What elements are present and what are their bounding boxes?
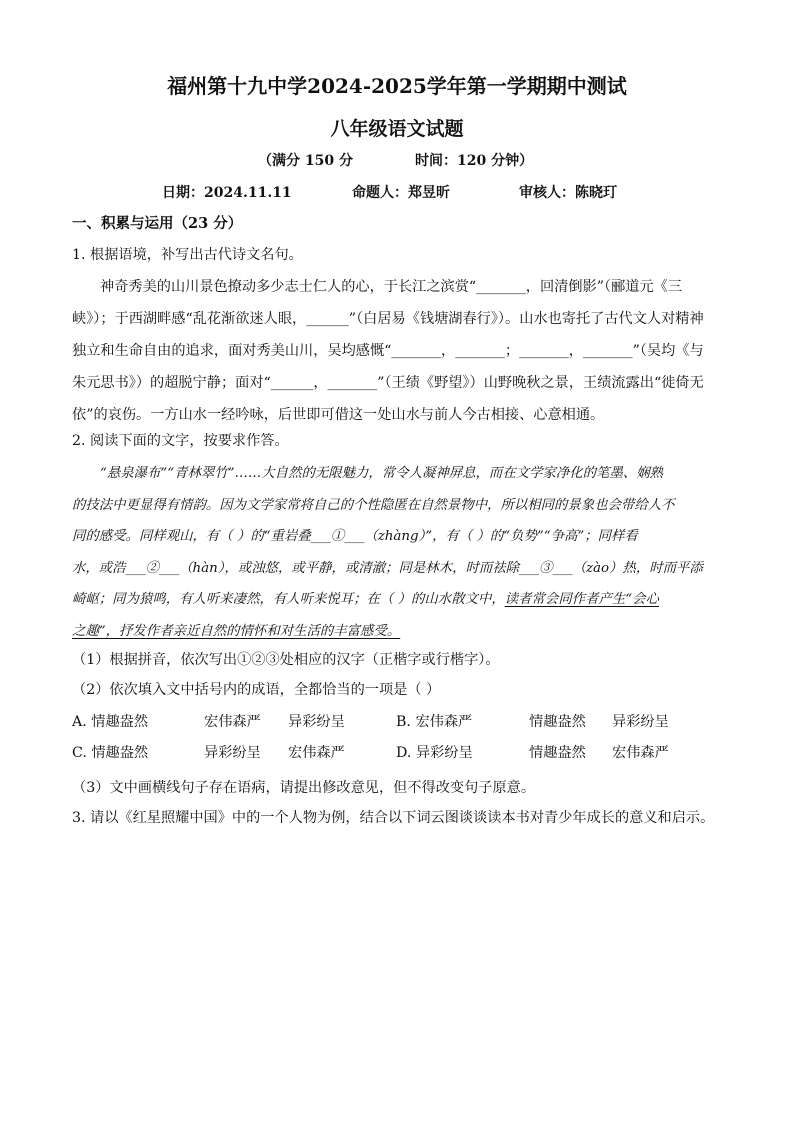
passage-line (72, 584, 722, 616)
option-c-3: 宏伟森严 (288, 745, 345, 761)
option-b-1: B. 宏伟森严 (396, 714, 473, 730)
passage-line: 同的感受。同样观山，有（ ）的“重岩叠___①___（zhàng）”，有（ ）的“负势”“争高”；同样看 (72, 529, 638, 544)
option-b-2: 情趣盎然 (529, 714, 586, 730)
option-c-1: C. 情趣盎然 (72, 745, 149, 761)
option-d-1: D. 异彩纷呈 (396, 745, 473, 761)
option-a-3: 异彩纷呈 (288, 714, 345, 730)
passage-line: 水，或浩___②___（hàn），或浊悠，或平静，或清澈；同是林木，时而祛除___③___（zào）热，时而平添 (72, 560, 703, 576)
passage-line: 朱元思书》）的超脱宁静；面对“______，_______”（王绩《野望》）山野晚秋之景，王绩流露出“徙倚无 (72, 375, 704, 391)
section-heading: 一、积累与运用（23 分） (72, 215, 243, 232)
passage-line (72, 616, 722, 648)
passage-line: 依”的哀伤。一方山水一经吟咏，后世即可借这一处山水与前人今古相接、心意相通。 (72, 407, 605, 423)
question-2-passage (72, 458, 722, 647)
question-2-sub2: （2）依次填入文中括号内的成语，全都恰当的一项是（ ） (72, 682, 441, 698)
question-2-stem: 2. 阅读下面的文字，按要求作答。 (72, 433, 289, 449)
question-2-sub1: （1）根据拼音，依次写出①②③处相应的汉字（正楷字或行楷字）。 (72, 652, 500, 668)
option-c-2: 异彩纷呈 (204, 745, 261, 761)
underlined-sentence-end: 之趣”，抒发作者亲近自然的情怀和对生活的丰富感受。 (72, 623, 401, 639)
option-d-2: 情趣盎然 (529, 745, 586, 761)
question-2-sub3: （3）文中画横线句子存在语病，请提出修改意见，但不得改变句子原意。 (72, 780, 536, 796)
question-1-stem: 1. 根据语境，补写出古代诗文名句。 (72, 247, 303, 263)
passage-line: 独立和生命自由的追求，面对秀美山川，吴均感慨“_______，_______；_______，_______”（吴均《与 (72, 343, 704, 359)
passage-line: 的技法中更显得有情韵。因为文学家常将自己的个性隐匿在自然景物中，所以相同的景象也会带给人不 (72, 497, 675, 513)
option-d-3: 宏伟森严 (612, 745, 669, 761)
exam-time: 时间：120 分钟） (415, 153, 534, 169)
question-3-stem: 3. 请以《红星照耀中国》中的一个人物为例，结合以下词云图谈谈读本书对青少年成长的意义和启示。 (72, 810, 715, 826)
exam-date: 日期：2024.11.11 (162, 185, 292, 201)
option-a-2: 宏伟森严 (204, 714, 261, 730)
passage-line: “悬泉瀑布”“青林翠竹”……大自然的无限魅力，常令人凝神屏息，而在文学家净化的笔墨、娴熟 (100, 466, 664, 481)
question-author: 命题人：郑昱昕 (352, 185, 450, 201)
exam-subtitle: 八年级语文试题 (330, 118, 464, 140)
option-b-3: 异彩纷呈 (612, 714, 669, 730)
question-1-passage (72, 271, 720, 431)
option-a-1: A. 情趣盎然 (72, 714, 149, 730)
full-score: （满分 150 分 (258, 153, 353, 169)
passage-line: 神奇秀美的山川景色撩动多少志士仁人的心，于长江之滨赏“_______，回清倒影”（郦道元《三 (100, 279, 683, 295)
passage-text: 崎岖；同为猿鸣，有人听来凄然，有人听来悦耳；在（ ）的山水散文中， (72, 592, 505, 607)
reviewer: 审核人：陈晓玎 (519, 185, 617, 201)
underlined-sentence-start: 读者常会同作者产生“会心 (504, 592, 659, 607)
exam-title: 福州第十九中学2024-2025学年第一学期期中测试 (167, 74, 627, 98)
passage-line: 峡》）；于西湖畔感“乱花渐欲迷人眼，______”（白居易《钱塘湖春行》）。山水也寄托了古代文人对精神 (72, 311, 704, 327)
